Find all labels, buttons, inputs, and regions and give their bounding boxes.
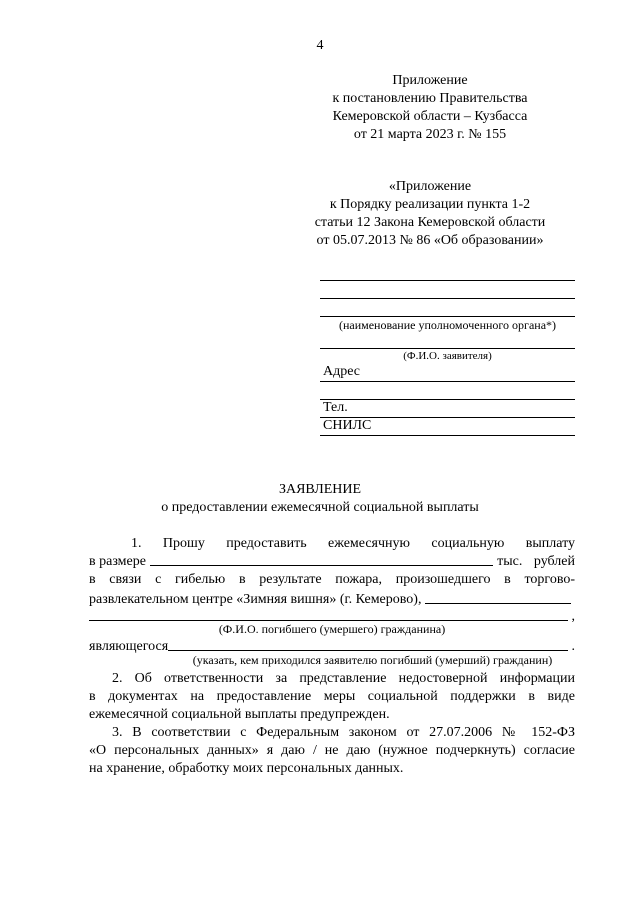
paragraph-line: 1. Прошу предоставить ежемесячную социальную выплату [131,536,575,551]
paragraph-line: «О персональных данных» я даю / не даю (нужное подчеркнуть) согласие [89,743,575,758]
phone-label: Тел. [323,400,348,415]
snils-line[interactable] [320,435,575,436]
relation-field[interactable] [168,638,567,651]
amount-prefix: в размере [89,554,146,569]
document-subtitle: о предоставлении ежемесячной социальной выплаты [161,500,479,515]
appendix-line: статьи 12 Закона Кемеровской области [314,215,546,230]
authority-caption: (наименование уполномоченного органа*) [338,318,557,332]
comma: , [571,609,575,624]
authority-line[interactable] [320,298,575,299]
appendix-line: «Приложение [388,179,472,194]
paragraph-line: 2. Об ответственности за представление недостоверной информации [112,671,575,686]
authority-line[interactable] [320,316,575,317]
appendix-line: от 05.07.2013 № 86 «Об образовании» [316,233,544,248]
address-line[interactable] [320,399,575,400]
location-field[interactable] [425,591,571,604]
appendix-line: Приложение [392,73,468,88]
address-line[interactable] [320,381,575,382]
relation-caption: (указать, кем приходился заявителю погибший (умерший) гражданин) [192,653,553,667]
appendix-line: к постановлению Правительства [332,91,528,106]
applicant-name-line[interactable] [320,348,575,349]
appendix-line: от 21 марта 2023 г. № 155 [353,127,507,142]
deceased-caption: (Ф.И.О. погибшего (умершего) гражданина) [218,622,446,636]
paragraph-line: ежемесячной социальной выплаты предупрежден. [89,707,390,722]
period: . [571,639,575,654]
paragraph-line: в документах на предоставление меры социальной поддержки в виде [89,689,575,704]
applicant-caption: (Ф.И.О. заявителя) [403,350,492,362]
document-title: ЗАЯВЛЕНИЕ [278,482,362,497]
amount-field[interactable] [150,553,493,566]
deceased-name-field[interactable] [89,608,568,621]
paragraph-line: на хранение, обработку моих персональных данных. [89,761,404,776]
page-number: 4 [316,38,324,53]
amount-row [89,551,575,570]
authority-line[interactable] [320,280,575,281]
snils-label: СНИЛС [323,418,372,433]
address-label: Адрес [323,364,361,379]
paragraph-line: развлекательном центре «Зимняя вишня» (г. Кемерово), [89,592,422,607]
paragraph-line: 3. В соответствии с Федеральным законом от 27.07.2006 № 152-ФЗ [112,725,575,740]
appendix-line: Кемеровской области – Кузбасса [332,109,528,124]
being-label: являющегося [89,639,169,654]
amount-suffix: тыс. рублей [497,554,575,569]
appendix-line: к Порядку реализации пункта 1-2 [329,197,531,212]
paragraph-line: в связи с гибелью в результате пожара, произошедшего в торгово- [89,572,575,587]
